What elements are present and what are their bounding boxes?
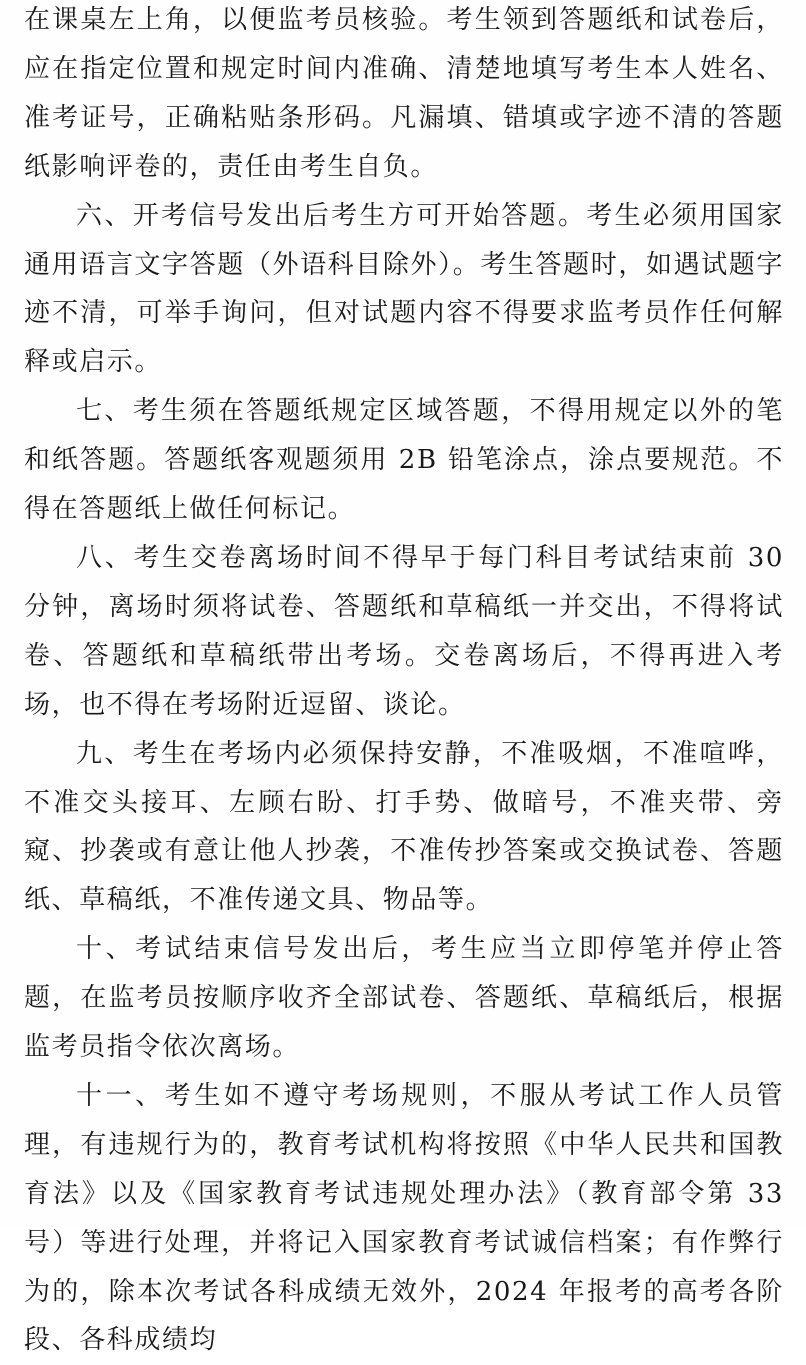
- document-body: [24, 0, 784, 1365]
- paragraph-rule-10: 十、考试结束信号发出后，考生应当立即停笔并停止答题，在监考员按顺序收齐全部试卷、答题纸、草稿纸后，根据监考员指令依次离场。: [24, 934, 784, 1063]
- paragraph-rule-11: 十一、考生如不遵守考场规则，不服从考试工作人员管理，有违规行为的，教育考试机构将按照《中华人民共和国教育法》以及《国家教育考试违规处理办法》（教育部令第 33 号）等进行处理，并将记入国家教育考试诚信档案；有作弊行为的，除本次考试各科成绩无效外，2024 年报考的高考各阶段、各科成绩均: [24, 1080, 784, 1356]
- paragraph-rule-9: 九、考生在考场内必须保持安静，不准吸烟，不准喧哗，不准交头接耳、左顾右盼、打手势、做暗号，不准夹带、旁窥、抄袭或有意让他人抄袭，不准传抄答案或交换试卷、答题纸、草稿纸，不准传递文具、物品等。: [24, 738, 784, 916]
- paragraph-rule-6: 六、开考信号发出后考生方可开始答题。考生必须用国家通用语言文字答题（外语科目除外）。考生答题时，如遇试题字迹不清，可举手询问，但对试题内容不得要求监考员作任何解释或启示。: [24, 200, 784, 378]
- paragraph-rule-7: 七、考生须在答题纸规定区域答题，不得用规定以外的笔和纸答题。答题纸客观题须用 2B 铅笔涂点，涂点要规范。不得在答题纸上做任何标记。: [24, 396, 784, 525]
- paragraph-continuation: 在课桌左上角，以便监考员核验。考生领到答题纸和试卷后，应在指定位置和规定时间内准确、清楚地填写考生本人姓名、准考证号，正确粘贴条形码。凡漏填、错填或字迹不清的答题纸影响评卷的，责任由考生自负。: [24, 5, 784, 182]
- paragraph-rule-8: 八、考生交卷离场时间不得早于每门科目考试结束前 30 分钟，离场时须将试卷、答题纸和草稿纸一并交出，不得将试卷、答题纸和草稿纸带出考场。交卷离场后，不得再进入考场，也不得在考场附近逗留、谈论。: [24, 542, 784, 720]
